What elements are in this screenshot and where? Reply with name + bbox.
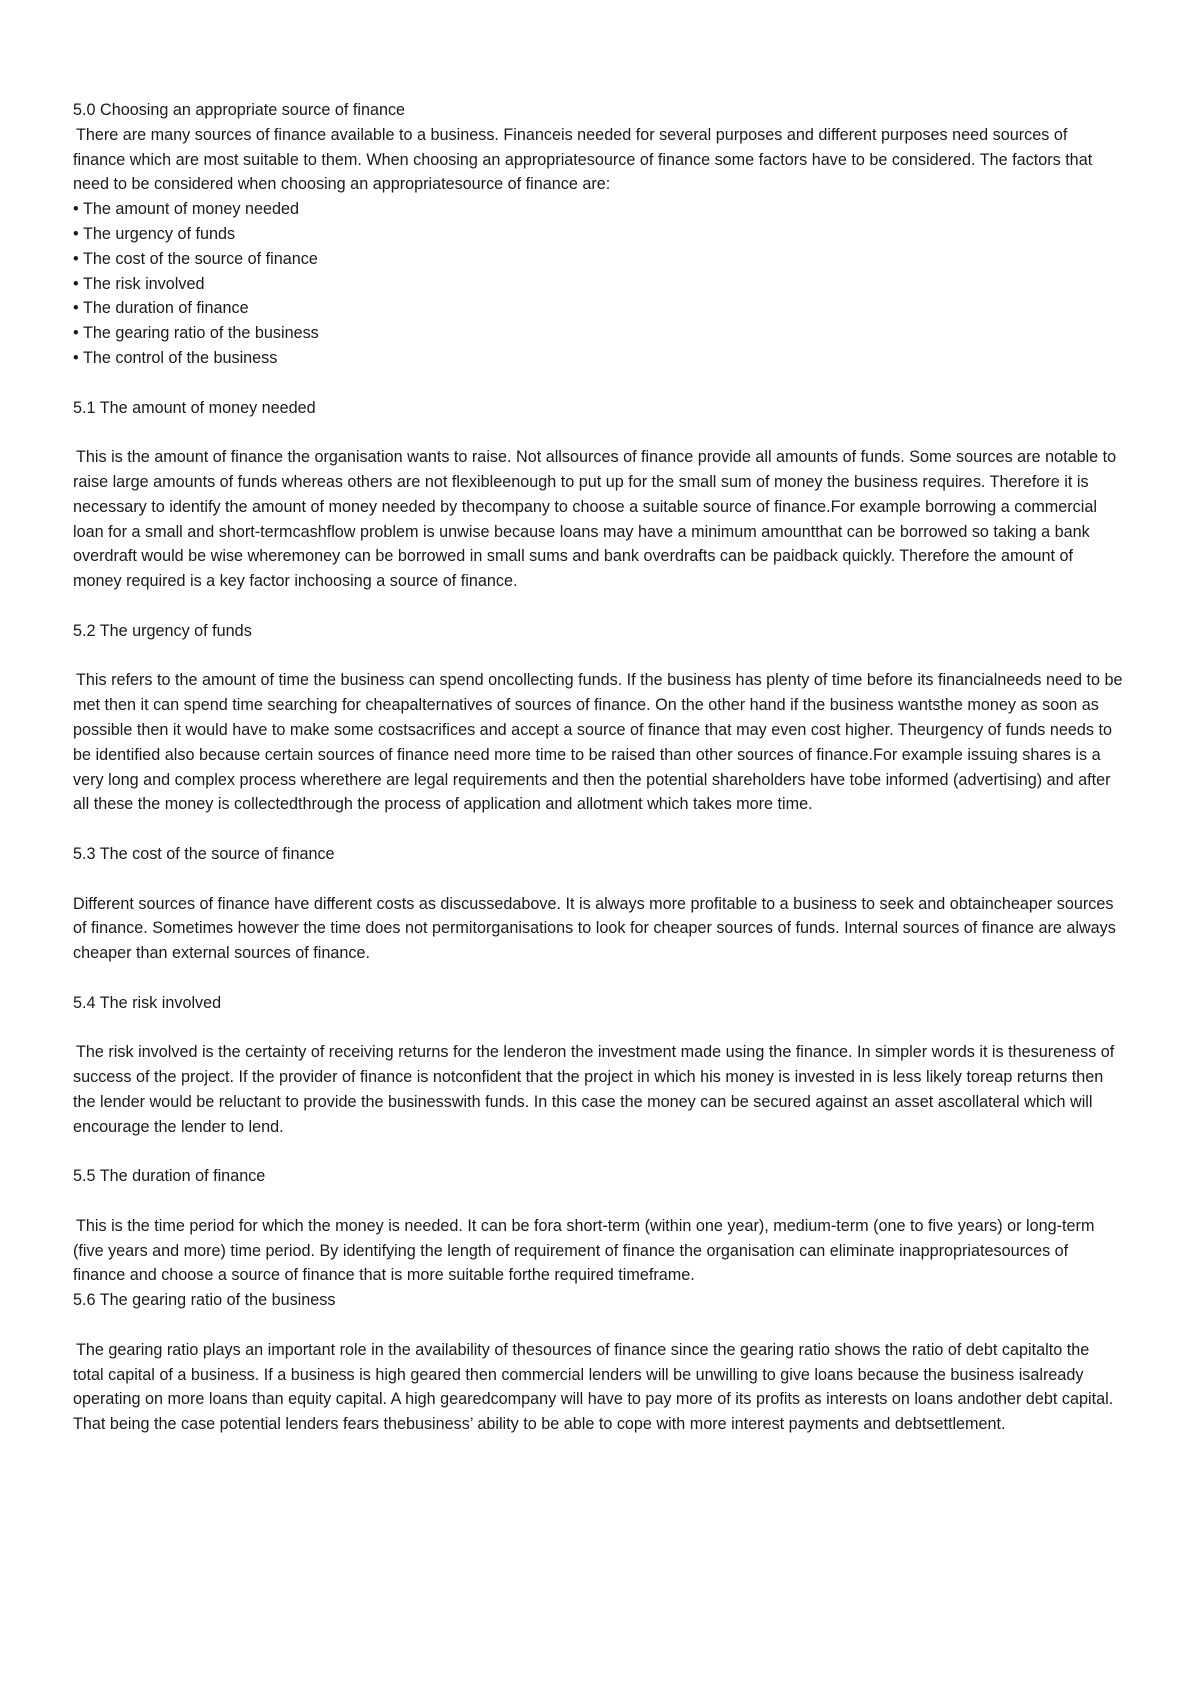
section-body-5-4: The risk involved is the certainty of receiving returns for the lenderon the investment made using the finance. In simpler words it is thesureness of success of the project. If the provider of finance is notconfident that the project in which his money is invested in is less likely toreap returns then the lender would be reluctant to provide the businesswith funds. In this case the money can be secured against an asset ascollateral which will encourage the lender to lend. bbox=[73, 1043, 1115, 1136]
section-heading-5-6: 5.6 The gearing ratio of the business bbox=[73, 1291, 336, 1310]
document-page bbox=[73, 98, 1123, 1437]
spacer bbox=[73, 817, 1123, 842]
section-body-5-6: The gearing ratio plays an important role in the availability of thesources of finance since the gearing ratio shows the ratio of debt capitalto the total capital of a business. If a business is high geared then commercial lenders will be unwilling to give loans because the business isalready operating on more loans than equity capital. A high gearedcompany will have to pay more of its profits as interests on loans andother debt capital. That being the case potential lenders fears thebusiness’ ability to be able to cope with more interest payments and debtsettlement. bbox=[73, 1340, 1114, 1434]
spacer bbox=[73, 420, 1123, 445]
section-heading-5-2: 5.2 The urgency of funds bbox=[73, 621, 252, 640]
section-intro-5-0: There are many sources of finance available to a business. Financeis needed for several purposes and different purposes need sources of finance which are most suitable to them. When choosing an appropriatesource of finance some factors have to be considered. The factors that need to be considered when choosing an appropriatesource of finance are: bbox=[73, 125, 1093, 194]
spacer bbox=[73, 1015, 1123, 1040]
spacer bbox=[73, 1139, 1123, 1164]
factors-list bbox=[73, 197, 1123, 371]
section-body-5-1: This is the amount of finance the organisation wants to raise. Not allsources of finance provide all amounts of funds. Some sources are notable to raise large amounts of funds whereas others are not flexibleenough to put up for the small sum of money the business requires. Therefore it is necessary to identify the amount of money needed by thecompany to choose a suitable source of finance.For example borrowing a commercial loan for a small and short-termcashflow problem is unwise because loans may have a minimum amountthat can be borrowed so taking a bank overdraft would be wise wheremoney can be borrowed in small sums and bank overdrafts can be paidback quickly. Therefore the amount of money required is a key factor inchoosing a source of finance. bbox=[73, 448, 1117, 591]
list-item: • The cost of the source of finance bbox=[73, 247, 1123, 272]
spacer bbox=[73, 371, 1123, 396]
section-heading-5-4: 5.4 The risk involved bbox=[73, 993, 222, 1012]
list-item: • The amount of money needed bbox=[73, 197, 1123, 222]
list-item: • The gearing ratio of the business bbox=[73, 321, 1123, 346]
section-heading-5-3: 5.3 The cost of the source of finance bbox=[73, 844, 335, 863]
section-body-5-3: Different sources of finance have different costs as discussedabove. It is always more profitable to a business to seek and obtaincheaper sources of finance. Sometimes however the time does not permitorganisations to look for cheaper sources of funds. Internal sources of finance are always cheaper than external sources of finance. bbox=[73, 894, 1116, 963]
spacer bbox=[73, 1189, 1123, 1214]
section-heading-5-5: 5.5 The duration of finance bbox=[73, 1167, 266, 1186]
list-item: • The risk involved bbox=[73, 272, 1123, 297]
list-item: • The urgency of funds bbox=[73, 222, 1123, 247]
spacer bbox=[73, 1313, 1123, 1338]
spacer bbox=[73, 966, 1123, 991]
section-body-5-5: This is the time period for which the money is needed. It can be fora short-term (within one year), medium-term (one to five years) or long-term (five years and more) time period. By identifying the length of requirement of finance the organisation can eliminate inappropriatesources of finance and choose a source of finance that is more suitable forthe required timeframe. bbox=[73, 1216, 1095, 1285]
list-item: • The control of the business bbox=[73, 346, 1123, 371]
spacer bbox=[73, 867, 1123, 892]
section-heading-5-0: 5.0 Choosing an appropriate source of finance bbox=[73, 101, 406, 119]
list-item: • The duration of finance bbox=[73, 296, 1123, 321]
spacer bbox=[73, 644, 1123, 669]
spacer bbox=[73, 594, 1123, 619]
section-heading-5-1: 5.1 The amount of money needed bbox=[73, 398, 316, 417]
section-body-5-2: This refers to the amount of time the business can spend oncollecting funds. If the business has plenty of time before its financialneeds need to be met then it can spend time searching for cheapalternatives of sources of finance. On the other hand if the business wantsthe money as soon as possible then it would have to make some costsacrifices and accept a source of finance that may even cost higher. Theurgency of funds needs to be identified also because certain sources of finance need more time to be raised than other sources of finance.For example issuing shares is a very long and complex process wherethere are legal requirements and then the potential shareholders have tobe informed (advertising) and after all these the money is collectedthrough the process of application and allotment which takes more time. bbox=[73, 671, 1123, 814]
